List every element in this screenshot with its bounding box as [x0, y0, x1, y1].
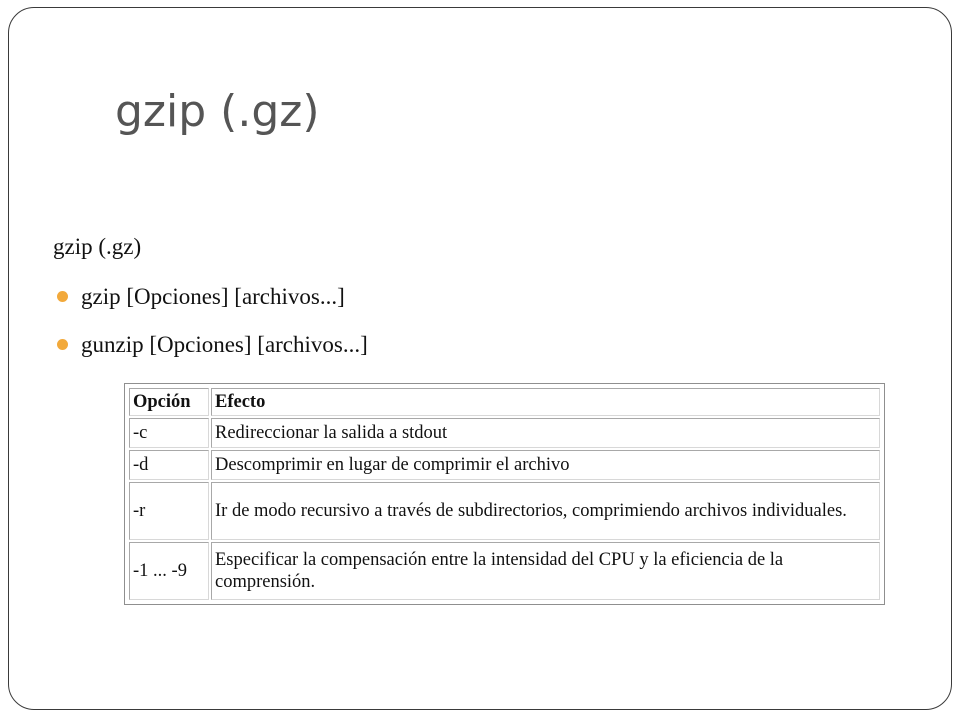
bullet-item — [53, 332, 368, 380]
body-heading: gzip (.gz) — [53, 234, 142, 259]
effect-cell: Redireccionar la salida a stdout — [211, 418, 880, 448]
option-cell: -r — [129, 482, 209, 540]
effect-cell: Ir de modo recursivo a través de subdirectorios, comprimiendo archivos individuales. — [211, 482, 880, 540]
option-cell: -1 ... -9 — [129, 542, 209, 600]
bullet-item — [53, 284, 368, 332]
effect-cell: Especificar la compensación entre la intensidad del CPU y la eficiencia de la comprensión. — [211, 542, 880, 600]
header-cell-effect: Efecto — [211, 388, 880, 416]
table-row — [129, 418, 880, 448]
option-cell: -d — [129, 450, 209, 480]
bullet-text: gunzip [Opciones] [archivos...] — [81, 332, 368, 357]
bullet-dot-icon — [57, 339, 68, 350]
option-cell: -c — [129, 418, 209, 448]
table-row — [129, 542, 880, 600]
table-row — [129, 450, 880, 480]
table-row — [129, 482, 880, 540]
options-table-container — [124, 383, 885, 605]
bullet-text: gzip [Opciones] [archivos...] — [81, 284, 345, 309]
table-header-row — [129, 388, 880, 416]
options-table — [127, 386, 882, 602]
bullet-list — [53, 284, 368, 380]
header-cell-option: Opción — [129, 388, 209, 416]
effect-cell: Descomprimir en lugar de comprimir el archivo — [211, 450, 880, 480]
bullet-dot-icon — [57, 291, 68, 302]
slide-title: gzip (.gz) — [115, 86, 320, 137]
